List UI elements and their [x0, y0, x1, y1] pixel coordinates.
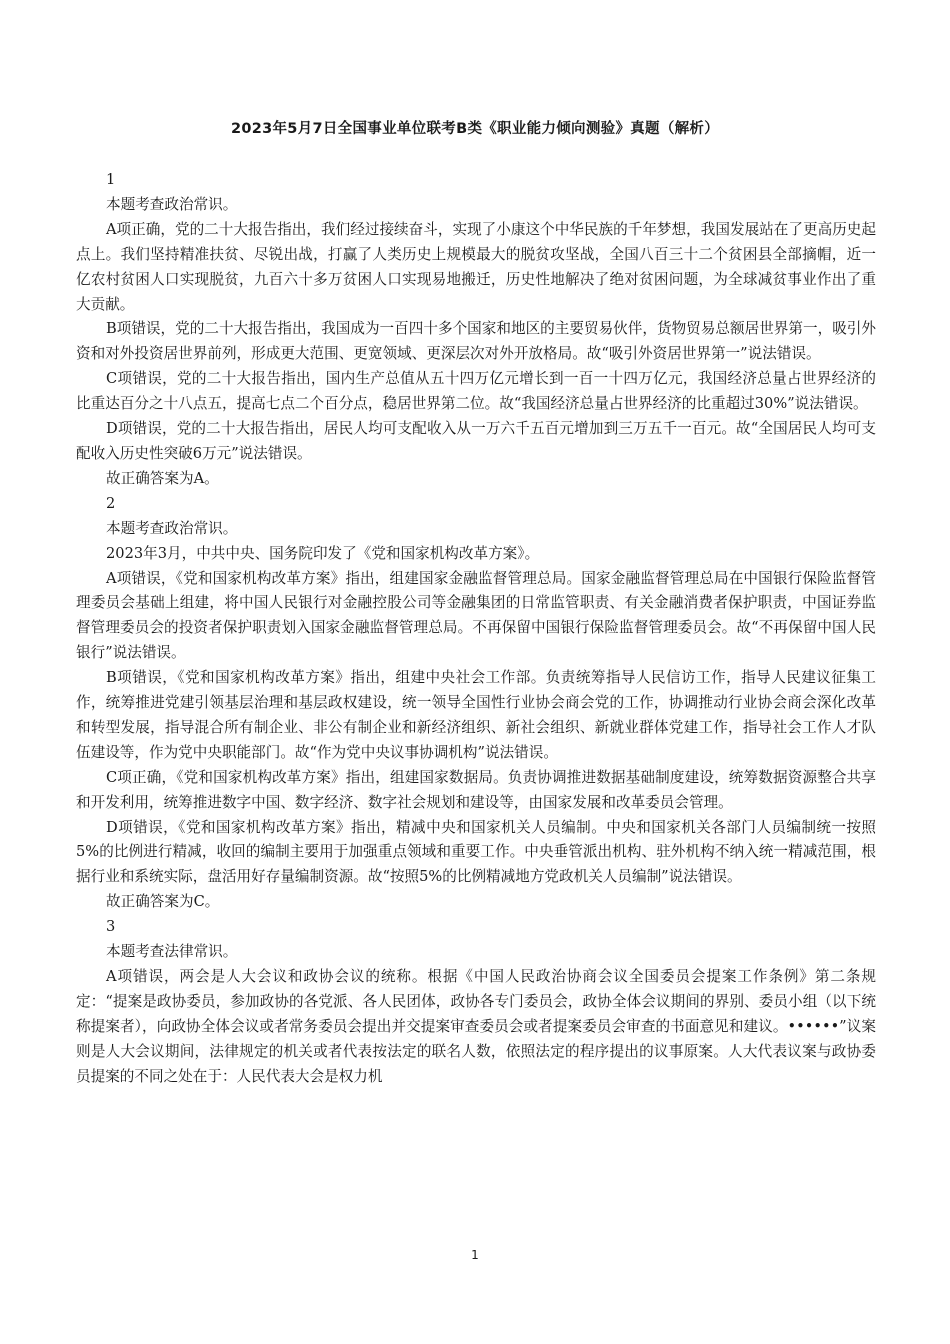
- document-body: [76, 168, 876, 1090]
- option-d-explanation: D项错误，《党和国家机构改革方案》指出，精减中央和国家机关人员编制。中央和国家机关各部门人员编制统一按照5%的比例进行精减，收回的编制主要用于加强重点领域和重要工作。中央垂管派出机构、驻外机构不纳入统一精减范围，根据行业和系统实际，盘活用好存量编制资源。故“按照5%的比例精减地方党政机关人员编制”说法错误。: [76, 818, 876, 886]
- answer-line: 故正确答案为A。: [106, 469, 219, 487]
- question-number: 3: [106, 918, 116, 936]
- answer-line: 故正确答案为C。: [106, 893, 220, 911]
- question-number: 1: [106, 171, 116, 188]
- question-topic: 本题考查政治常识。: [106, 519, 238, 537]
- document-title: 2023年5月7日全国事业单位联考B类《职业能力倾向测验》真题（解析）: [230, 121, 720, 137]
- question-intro: 2023年3月，中共中央、国务院印发了《党和国家机构改革方案》。: [106, 544, 540, 562]
- option-a-explanation: A项错误，两会是人大会议和政协会议的统称。根据《中国人民政治协商会议全国委员会提案工作条例》第二条规定：“提案是政协委员，参加政协的各党派、各人民团体，政协各专门委员会，政协全体会议期间的界别、委员小组（以下统称提案者），向政协全体会议或者常务委员会提出并交提案审查委员会或者提案委员会审查的书面意见和建议。••••••”议案则是人大会议期间，法律规定的机关或者代表按法定的联名人数，依照法定的程序提出的议事原案。人大代表议案与政协委员提案的不同之处在于：人民代表大会是权力机: [76, 968, 876, 1085]
- option-c-explanation: C项错误，党的二十大报告指出，国内生产总值从五十四万亿元增长到一百一十四万亿元，我国经济总量占世界经济的比重达百分之十八点五，提高七点二个百分点，稳居世界第二位。故“我国经济总量占世界经济的比重超过30%”说法错误。: [76, 370, 876, 413]
- option-a-explanation: A项错误，《党和国家机构改革方案》指出，组建国家金融监督管理总局。国家金融监督管理总局在中国银行保险监督管理委员会基础上组建，将中国人民银行对金融控股公司等金融集团的日常监管职责、有关金融消费者保护职责，中国证券监督管理委员会的投资者保护职责划入国家金融监督管理总局。不再保留中国银行保险监督管理委员会。故“不再保留中国人民银行”说法错误。: [76, 569, 876, 662]
- question-number: 2: [106, 494, 116, 512]
- question-topic: 本题考查法律常识。: [106, 943, 238, 961]
- option-b-explanation: B项错误，党的二十大报告指出，我国成为一百四十多个国家和地区的主要贸易伙伴，货物贸易总额居世界第一，吸引外资和对外投资居世界前列，形成更大范围、更宽领域、更深层次对外开放格局。故“吸引外资居世界第一”说法错误。: [76, 320, 876, 363]
- option-b-explanation: B项错误，《党和国家机构改革方案》指出，组建中央社会工作部。负责统筹指导人民信访工作，指导人民建议征集工作，统筹推进党建引领基层治理和基层政权建设，统一领导全国性行业协会商会党的工作，协调推动行业协会商会深化改革和转型发展，指导混合所有制企业、非公有制企业和新经济组织、新社会组织、新就业群体党建工作，指导社会工作人才队伍建设等，作为党中央职能部门。故“作为党中央议事协调机构”说法错误。: [76, 669, 876, 761]
- option-d-explanation: D项错误，党的二十大报告指出，居民人均可支配收入从一万六千五百元增加到三万五千一百元。故“全国居民人均可支配收入历史性突破6万元”说法错误。: [76, 420, 876, 462]
- question-topic: 本题考查政治常识。: [106, 195, 238, 213]
- option-a-explanation: A项正确，党的二十大报告指出，我们经过接续奋斗，实现了小康这个中华民族的千年梦想，我国发展站在了更高历史起点上。我们坚持精准扶贫、尽锐出战，打赢了人类历史上规模最大的脱贫攻坚战，全国八百三十二个贫困县全部摘帽，近一亿农村贫困人口实现脱贫，九百六十多万贫困人口实现易地搬迁，历史性地解决了绝对贫困问题，为全球减贫事业作出了重大贡献。: [76, 220, 876, 313]
- page-number: 1: [471, 1248, 479, 1262]
- option-c-explanation: C项正确，《党和国家机构改革方案》指出，组建国家数据局。负责协调推进数据基础制度建设，统筹数据资源整合共享和开发利用，统筹推进数字中国、数字经济、数字社会规划和建设等，由国家发展和改革委员会管理。: [76, 768, 876, 811]
